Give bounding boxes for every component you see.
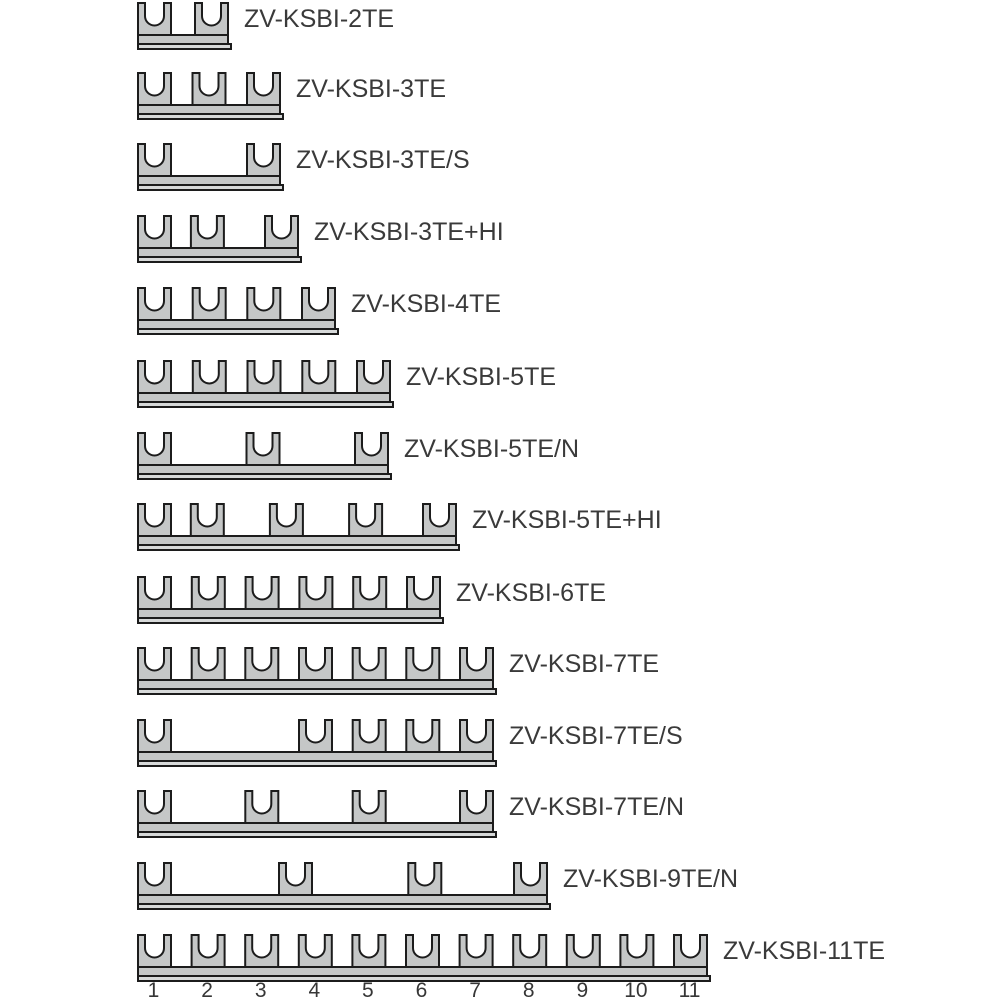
fork-connector xyxy=(191,216,224,248)
busbar-graphic xyxy=(137,647,498,695)
fork-connector xyxy=(192,577,225,609)
busbar-label: ZV-KSBI-5TE/N xyxy=(404,435,580,463)
busbar-graphic xyxy=(137,719,498,767)
busbar-label: ZV-KSBI-7TE/S xyxy=(509,722,683,750)
fork-connector xyxy=(138,3,171,35)
busbar-label: ZV-KSBI-3TE/S xyxy=(296,146,470,174)
fork-connector xyxy=(514,863,547,895)
fork-connector xyxy=(513,935,546,967)
fork-connector xyxy=(246,577,279,609)
scale-number: 9 xyxy=(576,979,589,1002)
fork-connector xyxy=(567,935,600,967)
busbar-graphic xyxy=(137,72,285,120)
fork-connector xyxy=(302,361,335,393)
fork-connector xyxy=(247,144,280,176)
busbar-base-strip xyxy=(138,545,459,550)
busbar-label: ZV-KSBI-11TE xyxy=(723,937,886,965)
fork-connector xyxy=(138,577,171,609)
busbar-row xyxy=(137,2,395,50)
fork-connector xyxy=(247,73,280,105)
fork-connector xyxy=(193,288,226,320)
fork-connector xyxy=(138,361,171,393)
busbar-row xyxy=(137,862,739,910)
busbar-base xyxy=(138,248,298,257)
busbar-row xyxy=(137,934,886,1002)
busbar-graphic xyxy=(137,432,393,480)
fork-connector xyxy=(191,504,224,536)
busbar-base-strip xyxy=(138,761,496,766)
busbar-base xyxy=(138,105,280,114)
busbar-base-strip xyxy=(138,185,283,190)
scale-number: 5 xyxy=(362,979,374,1002)
busbar-base-strip xyxy=(138,904,550,909)
fork-connector xyxy=(193,73,226,105)
scale-number: 10 xyxy=(624,979,648,1002)
fork-connector xyxy=(247,288,280,320)
fork-connector xyxy=(245,935,278,967)
busbar-base-strip xyxy=(138,689,496,694)
fork-connector xyxy=(138,648,171,680)
busbar-row xyxy=(137,72,447,120)
busbar-base xyxy=(138,823,493,832)
busbar-label: ZV-KSBI-4TE xyxy=(351,290,502,318)
busbar-base xyxy=(138,320,335,329)
busbar-base xyxy=(138,176,280,185)
busbar-label: ZV-KSBI-3TE xyxy=(296,75,447,103)
scale-number: 2 xyxy=(201,979,213,1002)
busbar-base-strip xyxy=(138,257,301,262)
busbar-base-strip xyxy=(138,832,496,837)
fork-connector xyxy=(138,288,171,320)
busbar-base xyxy=(138,35,228,44)
fork-connector xyxy=(299,935,332,967)
busbar-base-strip xyxy=(138,114,283,119)
busbar-row xyxy=(137,432,580,480)
fork-connector xyxy=(408,863,441,895)
fork-connector xyxy=(245,648,278,680)
fork-connector xyxy=(138,73,171,105)
fork-connector xyxy=(406,935,439,967)
fork-connector xyxy=(299,720,332,752)
busbar-row xyxy=(137,503,662,551)
fork-connector xyxy=(460,791,493,823)
busbar-base xyxy=(138,536,456,545)
busbar-row xyxy=(137,719,683,767)
fork-connector xyxy=(138,720,171,752)
fork-connector xyxy=(357,361,390,393)
scale-number: 6 xyxy=(415,979,428,1002)
fork-connector xyxy=(195,3,228,35)
fork-connector xyxy=(193,361,226,393)
busbar-graphic xyxy=(137,503,461,551)
fork-connector xyxy=(406,720,439,752)
busbar-graphic xyxy=(137,862,552,910)
fork-connector xyxy=(674,935,707,967)
busbar-base-strip xyxy=(138,618,443,623)
busbar-base xyxy=(138,967,707,976)
busbar-base-strip xyxy=(138,44,231,49)
fork-connector xyxy=(138,504,171,536)
busbar-row xyxy=(137,360,557,408)
busbar-base xyxy=(138,393,390,402)
fork-connector xyxy=(279,863,312,895)
fork-connector xyxy=(353,648,386,680)
fork-connector xyxy=(138,863,171,895)
busbar-base xyxy=(138,680,493,689)
fork-connector xyxy=(245,791,278,823)
fork-connector xyxy=(138,216,171,248)
fork-connector xyxy=(353,791,386,823)
fork-connector xyxy=(460,648,493,680)
fork-connector xyxy=(299,577,332,609)
scale-number: 4 xyxy=(308,979,321,1002)
busbar-base-strip xyxy=(138,329,338,334)
busbar-graphic xyxy=(137,934,712,982)
busbar-label: ZV-KSBI-5TE+HI xyxy=(472,506,662,534)
busbar-base-strip xyxy=(138,402,393,407)
fork-connector xyxy=(423,504,456,536)
scale-number: 8 xyxy=(522,979,535,1002)
busbar-row xyxy=(137,576,607,624)
busbar-graphic xyxy=(137,143,285,191)
busbar-base xyxy=(138,752,493,761)
busbar-label: ZV-KSBI-5TE xyxy=(406,363,557,391)
busbar-label: ZV-KSBI-9TE/N xyxy=(563,865,739,893)
busbar-label: ZV-KSBI-6TE xyxy=(456,579,607,607)
fork-connector xyxy=(265,216,298,248)
fork-connector xyxy=(270,504,303,536)
fork-connector xyxy=(620,935,653,967)
fork-connector xyxy=(192,935,225,967)
fork-connector xyxy=(406,648,439,680)
fork-connector xyxy=(352,935,385,967)
scale-number: 7 xyxy=(469,979,481,1002)
fork-connector xyxy=(353,720,386,752)
busbar-label: ZV-KSBI-3TE+HI xyxy=(314,218,504,246)
fork-connector xyxy=(138,433,171,465)
busbar-base xyxy=(138,895,547,904)
scale-number: 3 xyxy=(254,979,267,1002)
fork-connector xyxy=(353,577,386,609)
fork-connector xyxy=(138,935,171,967)
scale-number: 1 xyxy=(147,979,160,1002)
fork-connector xyxy=(138,144,171,176)
fork-connector xyxy=(460,720,493,752)
busbar-label: ZV-KSBI-2TE xyxy=(244,5,395,33)
busbar-row xyxy=(137,287,502,335)
busbar-label: ZV-KSBI-7TE/N xyxy=(509,793,685,821)
fork-connector xyxy=(355,433,388,465)
fork-connector xyxy=(302,288,335,320)
busbar-base-strip xyxy=(138,474,391,479)
busbar-graphic xyxy=(137,287,340,335)
busbar-label: ZV-KSBI-7TE xyxy=(509,650,660,678)
busbar-base xyxy=(138,609,440,618)
fork-connector xyxy=(247,433,280,465)
busbar-row xyxy=(137,143,470,191)
busbar-graphic xyxy=(137,360,395,408)
fork-connector xyxy=(192,648,225,680)
fork-connector xyxy=(349,504,382,536)
busbar-graphic xyxy=(137,576,445,624)
busbar-graphic xyxy=(137,215,303,263)
fork-connector xyxy=(460,935,493,967)
busbar-row xyxy=(137,647,660,695)
busbar-row xyxy=(137,790,685,838)
fork-connector xyxy=(299,648,332,680)
busbar-base xyxy=(138,465,388,474)
busbar-graphic xyxy=(137,790,498,838)
busbar-graphic xyxy=(137,2,233,50)
busbar-row xyxy=(137,215,504,263)
scale-number: 11 xyxy=(678,979,701,1002)
fork-connector xyxy=(248,361,281,393)
fork-connector xyxy=(407,577,440,609)
fork-connector xyxy=(138,791,171,823)
